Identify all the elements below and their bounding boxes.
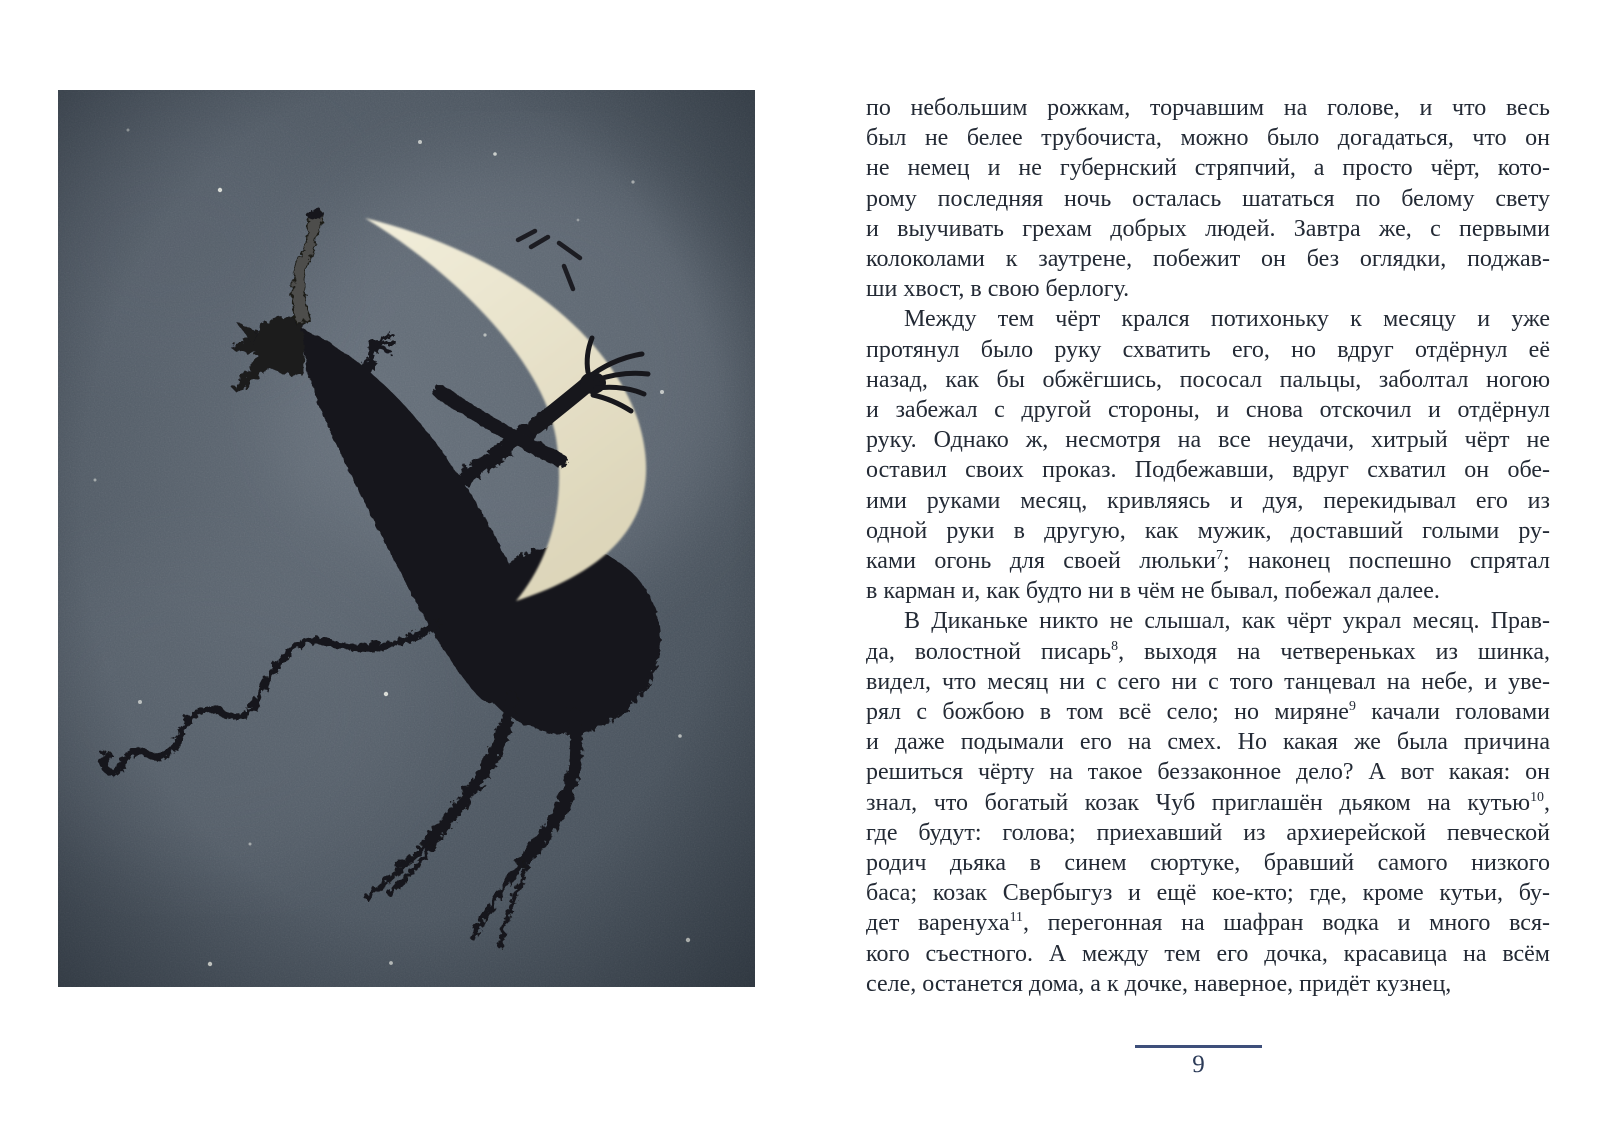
text-line: селе, останется дома, а к дочке, наверное, придёт кузнец, bbox=[866, 970, 1452, 997]
text-line: одной руки в другую, как мужик, доставший голыми ру- bbox=[866, 517, 1550, 544]
book-illustration bbox=[58, 90, 755, 987]
text-line: где будут: голова; приехавший из архиерейской певческой bbox=[866, 819, 1550, 846]
text-line: ими руками месяц, кривляясь и дуя, перекидывал его из bbox=[866, 487, 1550, 514]
text-line: протянул было руку схватить его, но вдруг отдёрнул её bbox=[866, 336, 1550, 363]
text-line: знал, что богатый козак Чуб приглашён дьяком на кутью$^{10}$, bbox=[866, 789, 1550, 816]
text-line: ши хвост, в свою берлогу. bbox=[866, 276, 1130, 303]
text-line: решиться чёрту на такое беззаконное дело? А вот какая: он bbox=[866, 759, 1550, 786]
text-line: Между тем чёрт крался потихоньку к месяцу и уже bbox=[904, 306, 1550, 333]
text-line: кого съестного. А между тем его дочка, красавица на всём bbox=[866, 940, 1550, 967]
text-line: руку. Однако ж, несмотря на все неудачи, хитрый чёрт не bbox=[866, 427, 1550, 454]
text-line: В Диканьке никто не слышал, как чёрт украл месяц. Прав- bbox=[904, 608, 1550, 635]
text-line: ками огонь для своей люльки$^7$; наконец поспешно спрятал bbox=[866, 548, 1550, 575]
text-line: и даже подымали его на смех. Но какая же была причина bbox=[866, 729, 1550, 756]
devil-moon-painting bbox=[58, 90, 755, 987]
vignette bbox=[58, 90, 755, 987]
text-line: в карман и, как будто ни в чём не бывал, побежал далее. bbox=[866, 578, 1440, 605]
text-line: оставил своих проказ. Подбежавши, вдруг схватил он обе- bbox=[866, 457, 1550, 484]
text-line: баса; козак Свербыгуз и ещё кое-кто; где, кроме кутьи, бу- bbox=[866, 880, 1550, 907]
text-line: дет варенуха$^{11}$, перегонная на шафран водка и много вся- bbox=[866, 910, 1550, 937]
text-line: по небольшим рожкам, торчавшим на голове, и что весь bbox=[866, 95, 1550, 121]
text-line: назад, как бы обжёгшись, пососал пальцы, заболтал ногою bbox=[866, 366, 1550, 393]
text-line: и забежал с другой стороны, и снова отскочил и отдёрнул bbox=[866, 397, 1550, 424]
paragraph bbox=[866, 93, 1550, 304]
paragraph bbox=[866, 304, 1550, 606]
footer-rule bbox=[1135, 1045, 1262, 1048]
text-line: родич дьяка в синем сюртуке, бравший самого низкого bbox=[866, 850, 1550, 877]
text-line: видел, что месяц ни с сего ни с того танцевал на небе, и уве- bbox=[866, 668, 1550, 695]
text-line: был не белее трубочиста, можно было догадаться, что он bbox=[866, 125, 1550, 152]
text-line: да, волостной писарь$^8$, выходя на четвереньках из шинка, bbox=[866, 638, 1550, 665]
paragraph bbox=[866, 606, 1550, 999]
page-text-column bbox=[866, 93, 1550, 999]
text-line: колоколами к заутрене, побежит он без оглядки, поджав- bbox=[866, 246, 1550, 273]
text-line: рому последняя ночь осталась шататься по белому свету bbox=[866, 185, 1550, 212]
text-line: не немец и не губернский стряпчий, а просто чёрт, кото- bbox=[866, 155, 1550, 182]
page-number: 9 bbox=[1192, 1051, 1205, 1078]
text-line: рял с божбою в том всё село; но миряне$^9$ качали головами bbox=[866, 699, 1550, 726]
text-line: и выучивать грехам добрых людей. Завтра же, с первыми bbox=[866, 215, 1550, 242]
